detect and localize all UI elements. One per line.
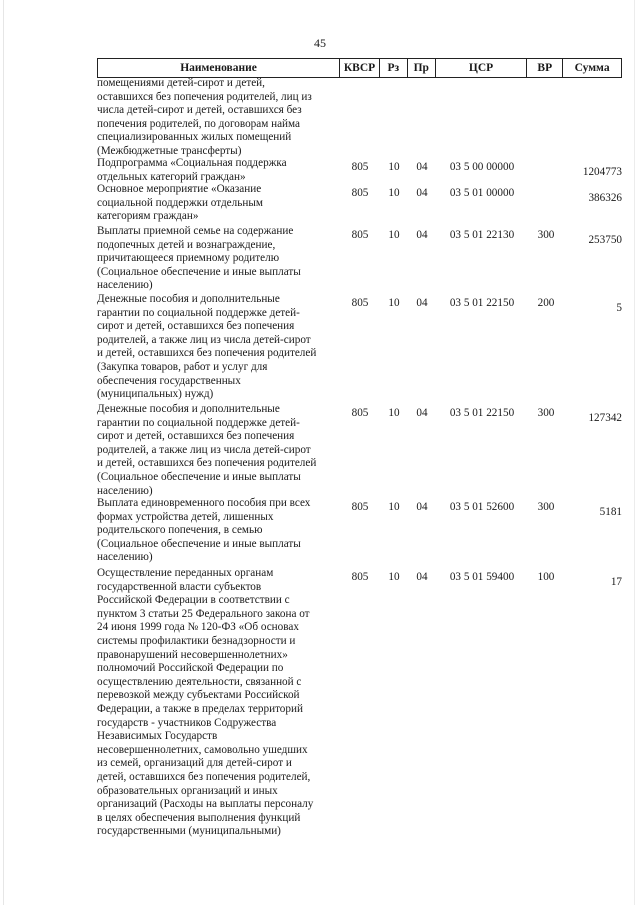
header-vr: ВР — [527, 59, 563, 77]
row-pr: 04 — [416, 161, 428, 173]
row-vr: 100 — [537, 571, 555, 583]
row-kvsr: 805 — [351, 571, 369, 583]
row-pr: 04 — [416, 229, 428, 241]
row-vr: 300 — [537, 229, 555, 241]
row-name: Выплата единовременного пособия при всех формах устройства детей, лишенных родительского попечения, в семью (Социальное обеспечение и иные выплаты населению) — [97, 497, 311, 564]
header-kvsr: КВСР — [340, 59, 380, 77]
row-vr: 300 — [537, 501, 555, 513]
header-csr: ЦСР — [436, 59, 528, 77]
row-vr: 200 — [537, 297, 555, 309]
row-rz: 10 — [388, 161, 400, 173]
header-sum: Сумма — [574, 62, 610, 74]
row-sum: 17 — [610, 576, 622, 588]
row-kvsr: 805 — [351, 297, 369, 309]
row-vr: 300 — [537, 407, 555, 419]
header-name: Наименование — [98, 59, 340, 77]
header-rz: Рз — [380, 59, 408, 77]
row-pr: 04 — [416, 297, 428, 309]
row-csr: 03 5 01 22150 — [449, 297, 515, 309]
header-pr: Пр — [408, 59, 436, 77]
row-name: Основное мероприятие «Оказание социальной поддержки отдельным категориям граждан» — [97, 183, 263, 223]
row-csr: 03 5 01 00000 — [449, 187, 515, 199]
row-name: Денежные пособия и дополнительные гарантии по социальной поддержке детей- сирот и детей, оставшихся без попечения родителей, а также лиц из числа детей-сирот и детей, оставшихся без попечения родителей (Социальное обеспечение и иные выплаты населению) — [97, 403, 317, 497]
row-csr: 03 5 01 22130 — [449, 229, 515, 241]
row-sum: 1204773 — [582, 166, 622, 178]
row-name: помещениями детей-сирот и детей, оставшихся без попечения родителей, лиц из числа детей-сирот и детей, оставшихся без попечения родителей, по договорам найма специализированных жилых помещений (Межбюджетные трансферты) — [97, 77, 312, 157]
page-number: 45 — [314, 36, 326, 50]
row-pr: 04 — [416, 187, 428, 199]
row-pr: 04 — [416, 501, 428, 513]
row-rz: 10 — [388, 297, 400, 309]
row-name: Денежные пособия и дополнительные гарантии по социальной поддержке детей- сирот и детей, оставшихся без попечения родителей, а также лиц из числа детей-сирот и детей, оставшихся без попечения родителей (Закупка товаров, работ и услуг для обеспечения государственных (муниципальных) нужд) — [97, 293, 317, 401]
scan-margin-line-right — [634, 0, 635, 905]
row-csr: 03 5 01 59400 — [449, 571, 515, 583]
row-csr: 03 5 01 22150 — [449, 407, 515, 419]
row-pr: 04 — [416, 407, 428, 419]
scan-margin-line-left — [3, 0, 4, 905]
table-header — [97, 58, 622, 78]
row-name: Осуществление переданных органам государственной власти субъектов Российской Федерации в соответствии с пунктом 3 статьи 25 Федерального закона от 24 июня 1999 года № 120-ФЗ «Об основах системы профилактики безнадзорности и правонарушений несовершеннолетних» полномочий Российской Федерации по осуществлению деятельности, связанной с перевозкой между субъектами Российской Федерации, а также в пределах территорий государств - участников Содружества Независимых Государств несовершеннолетних, самовольно ушедших из семей, организаций для детей-сирот и детей, оставшихся без попечения родителей, образовательных организаций и иных организаций (Расходы на выплаты персоналу в целях обеспечения выполнения функций государственными (муниципальными) — [97, 567, 314, 838]
row-name: Выплаты приемной семье на содержание подопечных детей и вознаграждение, причитающееся приемному родителю (Социальное обеспечение и иные выплаты населению) — [97, 225, 301, 292]
row-pr: 04 — [416, 571, 428, 583]
row-kvsr: 805 — [351, 187, 369, 199]
row-rz: 10 — [388, 187, 400, 199]
row-name: Подпрограмма «Социальная поддержка отдельных категорий граждан» — [97, 157, 287, 183]
row-sum: 253750 — [588, 234, 622, 246]
row-sum: 5 — [616, 302, 622, 314]
row-kvsr: 805 — [351, 501, 369, 513]
row-kvsr: 805 — [351, 229, 369, 241]
row-rz: 10 — [388, 407, 400, 419]
row-sum: 386326 — [588, 192, 622, 204]
row-csr: 03 5 01 52600 — [449, 501, 515, 513]
row-rz: 10 — [388, 571, 400, 583]
row-sum: 127342 — [588, 412, 622, 424]
row-rz: 10 — [388, 501, 400, 513]
row-sum: 5181 — [599, 506, 622, 518]
row-kvsr: 805 — [351, 407, 369, 419]
row-rz: 10 — [388, 229, 400, 241]
row-csr: 03 5 00 00000 — [449, 161, 515, 173]
row-kvsr: 805 — [351, 161, 369, 173]
